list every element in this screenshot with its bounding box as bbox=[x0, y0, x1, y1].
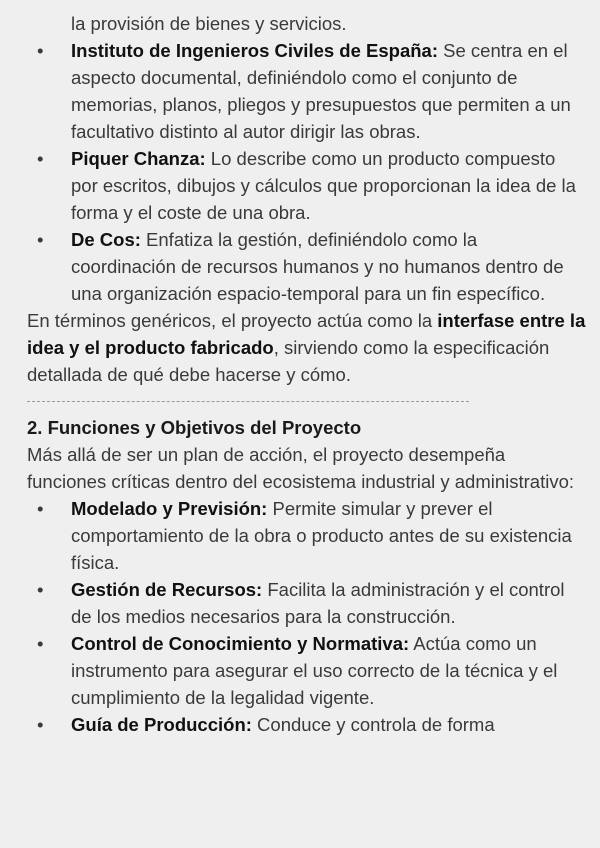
item-term: Guía de Producción: bbox=[71, 714, 252, 735]
list-item bbox=[27, 145, 586, 226]
summary-paragraph bbox=[27, 307, 586, 388]
item-term: Piquer Chanza: bbox=[71, 148, 206, 169]
item-text: Facilita la administración y el control de los medios necesarios para la construcción. bbox=[71, 579, 565, 627]
list-item bbox=[27, 576, 586, 630]
item-text: Actúa como un instrumento para asegurar el uso correcto de la técnica y el cumplimiento de la legalidad vigente. bbox=[71, 633, 558, 708]
list-item bbox=[27, 711, 586, 738]
item-term: Gestión de Recursos: bbox=[71, 579, 263, 600]
summary-text-before: En términos genéricos, el proyecto actúa como la bbox=[27, 310, 438, 331]
item-term: Instituto de Ingenieros Civiles de España: bbox=[71, 40, 438, 61]
summary-highlight: interfase entre la idea y el producto fabricado bbox=[27, 310, 586, 358]
item-term: Modelado y Previsión: bbox=[71, 498, 268, 519]
item-text: Conduce y controla de forma bbox=[251, 714, 495, 735]
continuation-text: la provisión de bienes y servicios. bbox=[71, 13, 347, 34]
item-text: Enfatiza la gestión, definiéndolo como la coordinación de recursos humanos y no humanos dentro de una organización espacio-temporal para un fin específico. bbox=[71, 229, 564, 304]
item-term: De Cos: bbox=[71, 229, 141, 250]
section-heading: 2. Funciones y Objetivos del Proyecto bbox=[27, 417, 362, 438]
summary-text-after: , sirviendo como la especificación detallada de qué debe hacerse y cómo. bbox=[27, 337, 550, 385]
list-item bbox=[27, 495, 586, 576]
list-item bbox=[27, 630, 586, 711]
list-item bbox=[27, 37, 586, 145]
list-item bbox=[27, 226, 586, 307]
item-text: Se centra en el aspecto documental, definiéndolo como el conjunto de memorias, planos, pliegos y presupuestos que permiten a un facultativo distinto al autor dirigir las obras. bbox=[71, 40, 571, 142]
definitions-list bbox=[27, 37, 586, 307]
section-divider bbox=[27, 401, 469, 402]
functions-list bbox=[27, 495, 586, 738]
item-text: Permite simular y prever el comportamiento de la obra o producto antes de su existencia física. bbox=[71, 498, 572, 573]
item-text: Lo describe como un producto compuesto por escritos, dibujos y cálculos que proporcionan la idea de la forma y el coste de una obra. bbox=[71, 148, 576, 223]
item-term: Control de Conocimiento y Normativa: bbox=[71, 633, 410, 654]
section-intro: Más allá de ser un plan de acción, el proyecto desempeña funciones críticas dentro del ecosistema industrial y administrativo: bbox=[27, 444, 575, 492]
